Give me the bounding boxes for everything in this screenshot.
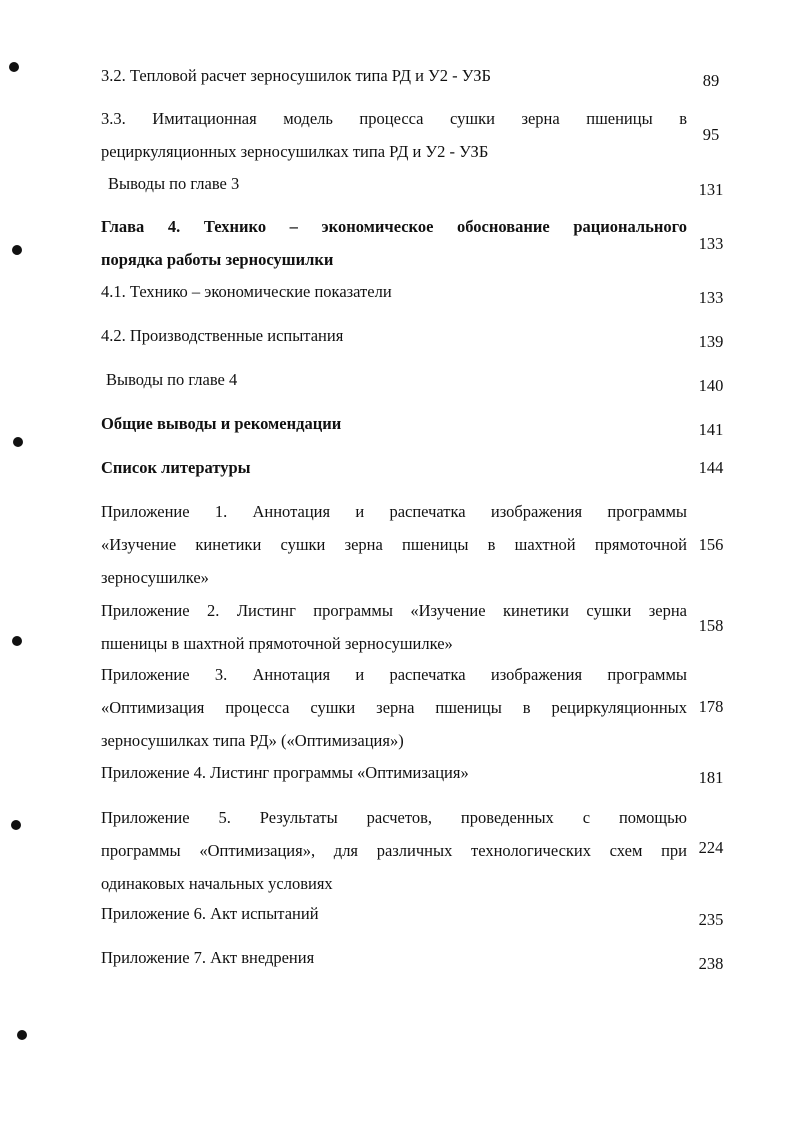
binder-hole-mark: [13, 437, 23, 447]
toc-page-number: 95: [702, 125, 720, 144]
toc-entry-text: Список литературы: [101, 458, 251, 477]
binder-hole-mark: [12, 636, 22, 646]
toc-entry-text: Приложение 7. Акт внедрения: [101, 948, 315, 967]
toc-entry: [101, 658, 687, 757]
toc-entry-text: программы «Оптимизация», для различных технологических схем при: [101, 841, 687, 860]
toc-entry: [101, 495, 687, 594]
toc-entry-text: Приложение 3. Аннотация и распечатка изображения программы: [101, 665, 687, 684]
binder-hole-mark: [9, 62, 19, 72]
toc-entry-text: Выводы по главе 4: [106, 370, 238, 389]
toc-entry-text: Приложение 5. Результаты расчетов, проведенных с помощью: [101, 808, 687, 827]
toc-section-heading: [101, 407, 687, 440]
toc-page-number: 89: [702, 71, 720, 90]
toc-entry: [101, 319, 687, 352]
toc-entry-text: 4.2. Производственные испытания: [101, 326, 344, 345]
toc-page-number: 141: [698, 420, 724, 439]
toc-page-number: 156: [698, 535, 724, 554]
toc-entry-text: Приложение 6. Акт испытаний: [101, 904, 319, 923]
toc-page-number: 181: [698, 768, 724, 787]
toc-entry-text: 4.1. Технико – экономические показатели: [101, 282, 392, 301]
toc-entry-text: «Изучение кинетики сушки зерна пшеницы в шахтной прямоточной: [101, 535, 687, 554]
toc-entry-text: Приложение 4. Листинг программы «Оптимизация»: [101, 763, 469, 782]
toc-page-number: 144: [698, 458, 724, 477]
binder-hole-mark: [12, 245, 22, 255]
toc-entry: [101, 897, 687, 930]
toc-entry: [101, 59, 687, 92]
binder-hole-mark: [11, 820, 21, 830]
toc-page-number: 238: [698, 954, 724, 973]
toc-entry: [106, 363, 692, 396]
toc-page-number: 133: [698, 234, 724, 253]
toc-page-number: 224: [698, 838, 724, 857]
toc-entry: [101, 594, 687, 660]
toc-entry-text: рециркуляционных зерносушилках типа РД и У2 - УЗБ: [101, 142, 489, 161]
toc-entry: [101, 941, 687, 974]
toc-entry: [101, 102, 687, 168]
toc-entry-text: Общие выводы и рекомендации: [101, 414, 342, 433]
toc-entry-text: «Оптимизация процесса сушки зерна пшеницы в рециркуляционных: [101, 698, 687, 717]
toc-entry-text: Выводы по главе 3: [108, 174, 240, 193]
toc-entry-text: 3.2. Тепловой расчет зерносушилок типа РД и У2 - УЗБ: [101, 66, 491, 85]
binder-hole-mark: [17, 1030, 27, 1040]
toc-entry: [108, 167, 694, 200]
toc-entry-text: одинаковых начальных условиях: [101, 874, 333, 893]
toc-page-number: 133: [698, 288, 724, 307]
toc-section-heading: [101, 451, 687, 484]
toc-entry: [101, 801, 687, 900]
toc-entry-text: Глава 4. Технико – экономическое обоснование рационального: [101, 217, 687, 236]
toc-entry-text: Приложение 1. Аннотация и распечатка изображения программы: [101, 502, 687, 521]
toc-page-number: 140: [698, 376, 724, 395]
toc-entry-text: 3.3. Имитационная модель процесса сушки зерна пшеницы в: [101, 109, 687, 128]
toc-entry-text: Приложение 2. Листинг программы «Изучение кинетики сушки зерна: [101, 601, 687, 620]
toc-chapter-heading: [101, 210, 687, 276]
toc-entry: [101, 756, 687, 789]
toc-page-number: 235: [698, 910, 724, 929]
toc-page-number: 178: [698, 697, 724, 716]
toc-entry-text: порядка работы зерносушилки: [101, 250, 334, 269]
toc-entry-text: зерносушилках типа РД» («Оптимизация»): [101, 731, 404, 750]
toc-page-number: 158: [698, 616, 724, 635]
toc-entry-text: зерносушилке»: [101, 568, 209, 587]
toc-page-number: 131: [698, 180, 724, 199]
toc-entry-text: пшеницы в шахтной прямоточной зерносушилке»: [101, 634, 453, 653]
toc-entry: [101, 275, 687, 308]
toc-page-number: 139: [698, 332, 724, 351]
